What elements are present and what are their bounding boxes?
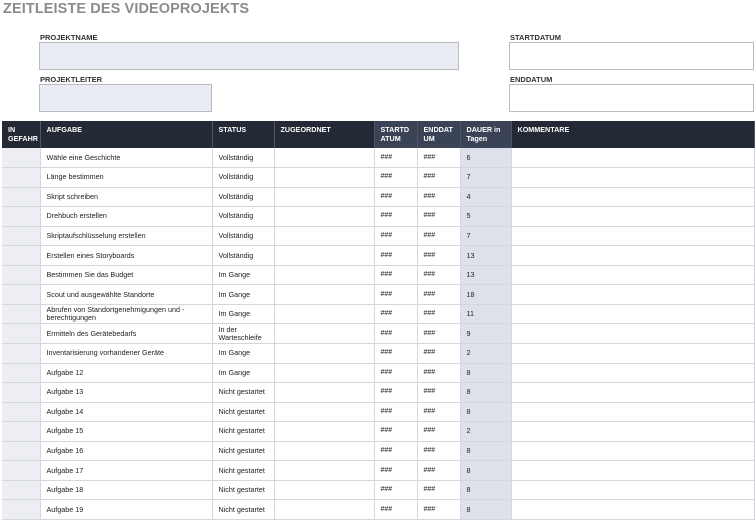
cell-assigned[interactable] — [274, 343, 374, 363]
cell-start-date[interactable]: ### — [374, 265, 417, 285]
cell-status[interactable]: Im Gange — [212, 363, 274, 383]
cell-status[interactable]: Vollständig — [212, 168, 274, 188]
cell-end-date[interactable]: ### — [417, 226, 460, 246]
cell-risk[interactable] — [2, 324, 40, 344]
cell-comments[interactable] — [511, 265, 754, 285]
cell-comments[interactable] — [511, 343, 754, 363]
cell-duration[interactable]: 8 — [460, 500, 511, 520]
cell-duration[interactable]: 8 — [460, 461, 511, 481]
cell-start-date[interactable]: ### — [374, 226, 417, 246]
start-date-label: STARTDATUM — [510, 33, 561, 42]
col-header-duration-label: DAUER in Tagen — [466, 125, 501, 143]
cell-start-date[interactable]: ### — [374, 441, 417, 461]
cell-risk[interactable] — [2, 441, 40, 461]
cell-assigned[interactable] — [274, 461, 374, 481]
cell-assigned[interactable] — [274, 304, 374, 324]
cell-risk[interactable] — [2, 246, 40, 266]
cell-end-date[interactable]: ### — [417, 343, 460, 363]
page-title: ZEITLEISTE DES VIDEOPROJEKTS — [3, 1, 250, 17]
cell-status[interactable]: Vollständig — [212, 226, 274, 246]
cell-end-date[interactable]: ### — [417, 304, 460, 324]
cell-status[interactable]: Im Gange — [212, 285, 274, 305]
col-header-assigned[interactable]: ZUGEORDNET — [274, 121, 374, 148]
cell-assigned[interactable] — [274, 324, 374, 344]
table-row — [2, 422, 754, 442]
cell-end-date[interactable]: ### — [417, 246, 460, 266]
table-row — [2, 246, 754, 266]
cell-duration[interactable]: 2 — [460, 343, 511, 363]
table-row — [2, 324, 754, 344]
table-row — [2, 343, 754, 363]
cell-comments[interactable] — [511, 363, 754, 383]
cell-end-date[interactable]: ### — [417, 324, 460, 344]
cell-comments[interactable] — [511, 226, 754, 246]
cell-end-date[interactable]: ### — [417, 422, 460, 442]
cell-end-date[interactable]: ### — [417, 168, 460, 188]
cell-status[interactable]: Nicht gestartet — [212, 383, 274, 403]
cell-risk[interactable] — [2, 422, 40, 442]
cell-risk[interactable] — [2, 383, 40, 403]
cell-status[interactable]: In der Warteschleife — [212, 324, 274, 344]
cell-comments[interactable] — [511, 441, 754, 461]
cell-duration[interactable]: 18 — [460, 285, 511, 305]
cell-duration[interactable]: 7 — [460, 168, 511, 188]
cell-assigned[interactable] — [274, 246, 374, 266]
cell-end-date[interactable]: ### — [417, 207, 460, 227]
cell-duration[interactable]: 7 — [460, 226, 511, 246]
cell-comments[interactable] — [511, 207, 754, 227]
cell-duration[interactable]: 11 — [460, 304, 511, 324]
cell-task[interactable]: Inventarisierung vorhandener Geräte — [40, 343, 212, 363]
cell-status[interactable]: Im Gange — [212, 265, 274, 285]
cell-start-date[interactable]: ### — [374, 207, 417, 227]
cell-duration[interactable]: 8 — [460, 480, 511, 500]
cell-task[interactable]: Abrufen von Standortgenehmigungen und -berechtigungen — [40, 304, 212, 324]
col-header-duration[interactable] — [460, 121, 511, 148]
cell-risk[interactable] — [2, 187, 40, 207]
cell-start-date[interactable]: ### — [374, 343, 417, 363]
cell-risk[interactable] — [2, 168, 40, 188]
cell-comments[interactable] — [511, 168, 754, 188]
cell-status[interactable]: Nicht gestartet — [212, 402, 274, 422]
cell-status[interactable]: Nicht gestartet — [212, 480, 274, 500]
cell-status[interactable]: Nicht gestartet — [212, 461, 274, 481]
cell-risk[interactable] — [2, 363, 40, 383]
table-row — [2, 304, 754, 324]
cell-comments[interactable] — [511, 461, 754, 481]
cell-risk[interactable] — [2, 500, 40, 520]
project-lead-label: PROJEKTLEITER — [40, 75, 103, 84]
cell-duration[interactable]: 2 — [460, 422, 511, 442]
cell-risk[interactable] — [2, 265, 40, 285]
cell-start-date[interactable]: ### — [374, 148, 417, 168]
cell-task[interactable]: Aufgabe 18 — [40, 480, 212, 500]
table-row — [2, 402, 754, 422]
cell-start-date[interactable]: ### — [374, 500, 417, 520]
cell-assigned[interactable] — [274, 480, 374, 500]
cell-end-date[interactable]: ### — [417, 500, 460, 520]
cell-risk[interactable] — [2, 207, 40, 227]
cell-comments[interactable] — [511, 500, 754, 520]
cell-status[interactable]: Nicht gestartet — [212, 422, 274, 442]
cell-task[interactable]: Länge bestimmen — [40, 168, 212, 188]
cell-task[interactable]: Aufgabe 12 — [40, 363, 212, 383]
cell-end-date[interactable]: ### — [417, 148, 460, 168]
cell-status[interactable]: Vollständig — [212, 187, 274, 207]
cell-assigned[interactable] — [274, 363, 374, 383]
cell-task[interactable]: Skript schreiben — [40, 187, 212, 207]
project-lead-field[interactable] — [39, 84, 212, 112]
cell-end-date[interactable]: ### — [417, 265, 460, 285]
cell-status[interactable]: Vollständig — [212, 246, 274, 266]
start-date-field[interactable] — [509, 42, 754, 70]
cell-assigned[interactable] — [274, 402, 374, 422]
cell-assigned[interactable] — [274, 500, 374, 520]
table-row — [2, 500, 754, 520]
col-header-comments[interactable]: KOMMENTARE — [511, 121, 754, 148]
cell-task[interactable]: Ermitteln des Gerätebedarfs — [40, 324, 212, 344]
table-row — [2, 187, 754, 207]
cell-duration[interactable]: 8 — [460, 402, 511, 422]
cell-status[interactable]: Nicht gestartet — [212, 500, 274, 520]
cell-start-date[interactable]: ### — [374, 168, 417, 188]
cell-task[interactable]: Scout und ausgewählte Standorte — [40, 285, 212, 305]
cell-duration[interactable]: 5 — [460, 207, 511, 227]
col-header-status[interactable]: STATUS — [212, 121, 274, 148]
cell-status[interactable]: Vollständig — [212, 148, 274, 168]
cell-comments[interactable] — [511, 402, 754, 422]
cell-status[interactable]: Nicht gestartet — [212, 441, 274, 461]
table-row — [2, 441, 754, 461]
cell-start-date[interactable]: ### — [374, 324, 417, 344]
cell-risk[interactable] — [2, 148, 40, 168]
cell-start-date[interactable]: ### — [374, 383, 417, 403]
cell-duration[interactable]: 9 — [460, 324, 511, 344]
cell-task[interactable]: Aufgabe 19 — [40, 500, 212, 520]
cell-assigned[interactable] — [274, 148, 374, 168]
cell-comments[interactable] — [511, 422, 754, 442]
cell-end-date[interactable]: ### — [417, 363, 460, 383]
table-row — [2, 480, 754, 500]
project-name-label: PROJEKTNAME — [40, 33, 98, 42]
table-row — [2, 383, 754, 403]
cell-start-date[interactable]: ### — [374, 285, 417, 305]
col-header-risk[interactable]: IN GEFAHR — [2, 121, 40, 148]
cell-duration[interactable]: 8 — [460, 363, 511, 383]
cell-start-date[interactable]: ### — [374, 304, 417, 324]
cell-comments[interactable] — [511, 383, 754, 403]
table-row — [2, 363, 754, 383]
cell-task[interactable]: Skriptaufschlüsselung erstellen — [40, 226, 212, 246]
cell-duration[interactable]: 6 — [460, 148, 511, 168]
cell-start-date[interactable]: ### — [374, 480, 417, 500]
cell-risk[interactable] — [2, 304, 40, 324]
cell-comments[interactable] — [511, 285, 754, 305]
cell-assigned[interactable] — [274, 207, 374, 227]
cell-start-date[interactable]: ### — [374, 187, 417, 207]
cell-task[interactable]: Bestimmen Sie das Budget — [40, 265, 212, 285]
cell-risk[interactable] — [2, 343, 40, 363]
table-row — [2, 148, 754, 168]
cell-comments[interactable] — [511, 148, 754, 168]
cell-task[interactable]: Aufgabe 17 — [40, 461, 212, 481]
cell-task[interactable]: Drehbuch erstellen — [40, 207, 212, 227]
table-row — [2, 461, 754, 481]
cell-task[interactable]: Wähle eine Geschichte — [40, 148, 212, 168]
col-header-task[interactable]: AUFGABE — [40, 121, 212, 148]
cell-end-date[interactable]: ### — [417, 285, 460, 305]
cell-end-date[interactable]: ### — [417, 187, 460, 207]
cell-risk[interactable] — [2, 402, 40, 422]
cell-assigned[interactable] — [274, 383, 374, 403]
cell-risk[interactable] — [2, 461, 40, 481]
table-row — [2, 168, 754, 188]
cell-assigned[interactable] — [274, 265, 374, 285]
table-row — [2, 226, 754, 246]
cell-duration[interactable]: 8 — [460, 383, 511, 403]
cell-end-date[interactable]: ### — [417, 383, 460, 403]
project-name-field[interactable] — [39, 42, 459, 70]
cell-status[interactable]: Im Gange — [212, 304, 274, 324]
cell-start-date[interactable]: ### — [374, 363, 417, 383]
cell-start-date[interactable]: ### — [374, 402, 417, 422]
cell-start-date[interactable]: ### — [374, 461, 417, 481]
cell-task[interactable]: Aufgabe 13 — [40, 383, 212, 403]
cell-assigned[interactable] — [274, 226, 374, 246]
cell-assigned[interactable] — [274, 441, 374, 461]
cell-risk[interactable] — [2, 480, 40, 500]
header-row — [2, 121, 754, 148]
cell-comments[interactable] — [511, 246, 754, 266]
cell-assigned[interactable] — [274, 285, 374, 305]
cell-assigned[interactable] — [274, 187, 374, 207]
cell-task[interactable]: Aufgabe 14 — [40, 402, 212, 422]
cell-end-date[interactable]: ### — [417, 441, 460, 461]
cell-end-date[interactable]: ### — [417, 480, 460, 500]
cell-comments[interactable] — [511, 187, 754, 207]
cell-duration[interactable]: 8 — [460, 441, 511, 461]
table-row — [2, 285, 754, 305]
cell-assigned[interactable] — [274, 422, 374, 442]
col-header-end[interactable]: ENDDATUM — [417, 121, 460, 148]
cell-comments[interactable] — [511, 480, 754, 500]
end-date-field[interactable] — [509, 84, 754, 112]
col-header-start[interactable]: STARTDATUM — [374, 121, 417, 148]
cell-risk[interactable] — [2, 226, 40, 246]
cell-duration[interactable]: 13 — [460, 265, 511, 285]
cell-task[interactable]: Aufgabe 16 — [40, 441, 212, 461]
cell-task[interactable]: Erstellen eines Storyboards — [40, 246, 212, 266]
cell-risk[interactable] — [2, 285, 40, 305]
table-row — [2, 265, 754, 285]
cell-end-date[interactable]: ### — [417, 402, 460, 422]
table-row — [2, 207, 754, 227]
cell-comments[interactable] — [511, 324, 754, 344]
cell-task[interactable]: Aufgabe 15 — [40, 422, 212, 442]
cell-start-date[interactable]: ### — [374, 422, 417, 442]
cell-duration[interactable]: 13 — [460, 246, 511, 266]
cell-duration[interactable]: 4 — [460, 187, 511, 207]
cell-comments[interactable] — [511, 304, 754, 324]
cell-assigned[interactable] — [274, 168, 374, 188]
cell-status[interactable]: Vollständig — [212, 207, 274, 227]
end-date-label: ENDDATUM — [510, 75, 553, 84]
cell-start-date[interactable]: ### — [374, 246, 417, 266]
timeline-table — [2, 121, 755, 520]
cell-end-date[interactable]: ### — [417, 461, 460, 481]
cell-status[interactable]: Im Gange — [212, 343, 274, 363]
